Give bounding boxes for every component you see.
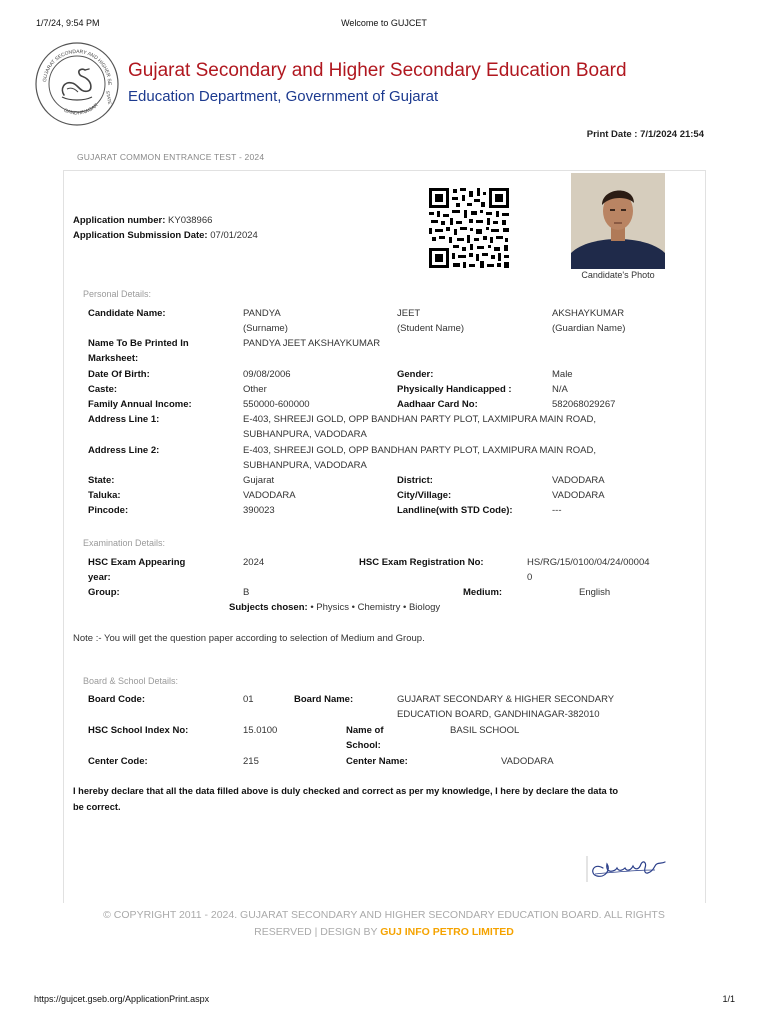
district-value: VADODARA [552, 475, 605, 486]
submission-date-label: Application Submission Date: [73, 230, 208, 241]
landline-value: --- [552, 505, 562, 516]
copyright-footer [70, 907, 698, 941]
student-name-caption: (Student Name) [397, 323, 465, 334]
gender-label: Gender: [397, 369, 434, 380]
school-name-value: BASIL SCHOOL [450, 725, 520, 736]
submission-date: 07/01/2024 [210, 230, 258, 241]
guardian-name-caption: (Guardian Name) [552, 323, 626, 334]
aadhaar-label: Aadhaar Card No: [397, 399, 478, 410]
gender-value: Male [552, 369, 573, 380]
center-name-label: Center Name: [346, 756, 408, 767]
subjects-value: • Physics • Chemistry • Biology [310, 602, 441, 613]
svg-text:GUJARAT SECONDARY AND HIGHER S [34, 41, 112, 86]
state-value: Gujarat [243, 475, 275, 486]
handicapped-label: Physically Handicapped : [397, 384, 512, 395]
city-label: City/Village: [397, 490, 452, 501]
svg-text:GANDHINAGAR [63, 102, 100, 116]
address2-line1: E-403, SHREEJI GOLD, OPP BANDHAN PARTY PLOT, LAXMIPURA MAIN ROAD, [243, 445, 597, 456]
registration-value-2: 0 [527, 572, 533, 583]
board-name-value-2: EDUCATION BOARD, GANDHINAGAR-382010 [397, 709, 600, 720]
marksheet-name: PANDYA JEET AKSHAYKUMAR [243, 338, 381, 349]
address1-line1: E-403, SHREEJI GOLD, OPP BANDHAN PARTY PLOT, LAXMIPURA MAIN ROAD, [243, 414, 597, 425]
center-code-value: 215 [243, 756, 259, 767]
pincode-value: 390023 [243, 505, 275, 516]
copyright-line1: © COPYRIGHT 2011 - 2024. GUJARAT SECONDARY AND HIGHER SECONDARY EDUCATION BOARD. ALL RIGHTS [103, 909, 665, 921]
exam-year-label: HSC Exam Appearing [88, 557, 186, 568]
address2-line2: SUBHANPURA, VADODARA [243, 460, 367, 471]
candidate-name-label: Candidate Name: [88, 308, 166, 319]
exam-note: Note :- You will get the question paper according to selection of Medium and Group. [73, 633, 425, 644]
candidate-signature [585, 848, 670, 884]
gseb-logo [34, 41, 120, 127]
exam-year-label-2: year: [88, 572, 111, 583]
income-label: Family Annual Income: [88, 399, 192, 410]
caste-label: Caste: [88, 384, 118, 395]
address1-label: Address Line 1: [88, 414, 160, 425]
dob-label: Date Of Birth: [88, 369, 150, 380]
caste-value: Other [243, 384, 267, 395]
school-index-label: HSC School Index No: [88, 725, 189, 736]
handicapped-value: N/A [552, 384, 568, 395]
center-code-label: Center Code: [88, 756, 148, 767]
guardian-name: AKSHAYKUMAR [552, 308, 625, 319]
application-number-row [73, 215, 212, 226]
dob-value: 09/08/2006 [243, 369, 291, 380]
registration-label: HSC Exam Registration No: [359, 557, 484, 568]
student-name: JEET [397, 308, 421, 319]
exam-title: GUJARAT COMMON ENTRANCE TEST - 2024 [77, 152, 265, 162]
medium-value: English [579, 587, 611, 598]
board-name-label: Board Name: [294, 694, 354, 705]
subjects-label: Subjects chosen: [229, 602, 308, 613]
registration-value: HS/RG/15/0100/04/24/00004 [527, 557, 650, 568]
logo-text-right: STATE [105, 90, 113, 105]
center-name-value: VADODARA [501, 756, 554, 767]
group-label: Group: [88, 587, 120, 598]
medium-label: Medium: [463, 587, 503, 598]
application-number: KY038966 [168, 215, 213, 226]
exam-details-heading: Examination Details: [83, 538, 166, 548]
board-title: Gujarat Secondary and Higher Secondary Education Board [128, 60, 627, 81]
school-name-label-2: School: [346, 740, 381, 751]
board-code-value: 01 [243, 694, 254, 705]
logo-text-bottom: GANDHINAGAR [62, 102, 100, 117]
school-name-label: Name of [346, 725, 384, 736]
page-count: 1/1 [722, 994, 735, 1004]
personal-details-heading: Personal Details: [83, 289, 152, 299]
marksheet-name-label-2: Marksheet: [88, 353, 139, 364]
state-label: State: [88, 475, 115, 486]
subjects-row [229, 602, 440, 613]
marksheet-name-label: Name To Be Printed In [88, 338, 189, 349]
submission-date-row [73, 230, 258, 241]
city-value: VADODARA [552, 490, 605, 501]
application-number-label: Application number: [73, 215, 166, 226]
exam-year-value: 2024 [243, 557, 265, 568]
group-value: B [243, 587, 250, 598]
school-details-heading: Board & School Details: [83, 676, 179, 686]
address2-label: Address Line 2: [88, 445, 160, 456]
declaration-line2: be correct. [73, 802, 121, 812]
pincode-label: Pincode: [88, 505, 129, 516]
declaration-line1: I hereby declare that all the data filled above is duly checked and correct as per my knowledge, I here by declare the data to [73, 786, 619, 796]
taluka-label: Taluka: [88, 490, 121, 501]
designer-link[interactable]: GUJ INFO PETRO LIMITED [380, 926, 514, 938]
print-datetime: 1/7/24, 9:54 PM [36, 18, 100, 28]
copyright-line2-row [70, 924, 698, 941]
board-code-label: Board Code: [88, 694, 145, 705]
board-name-value: GUJARAT SECONDARY & HIGHER SECONDARY [397, 694, 615, 705]
browser-page-title: Welcome to GUJCET [341, 18, 427, 28]
income-value: 550000-600000 [243, 399, 310, 410]
copyright-line2: RESERVED | DESIGN BY [254, 926, 378, 938]
landline-label: Landline(with STD Code): [397, 505, 513, 516]
print-date: Print Date : 7/1/2024 21:54 [586, 129, 704, 140]
department-subtitle: Education Department, Government of Gujarat [128, 88, 439, 105]
school-index-value: 15.0100 [243, 725, 278, 736]
surname: PANDYA [243, 308, 281, 319]
qr-code [428, 187, 510, 269]
district-label: District: [397, 475, 433, 486]
photo-caption: Candidate's Photo [581, 270, 655, 280]
logo-text-top: GUJARAT SECONDARY AND HIGHER SE [42, 48, 113, 86]
address1-line2: SUBHANPURA, VADODARA [243, 429, 367, 440]
candidate-photo [571, 173, 665, 269]
surname-caption: (Surname) [243, 323, 288, 334]
taluka-value: VADODARA [243, 490, 296, 501]
aadhaar-value: 582068029267 [552, 399, 616, 410]
page-url: https://gujcet.gseb.org/ApplicationPrint.aspx [34, 994, 210, 1004]
